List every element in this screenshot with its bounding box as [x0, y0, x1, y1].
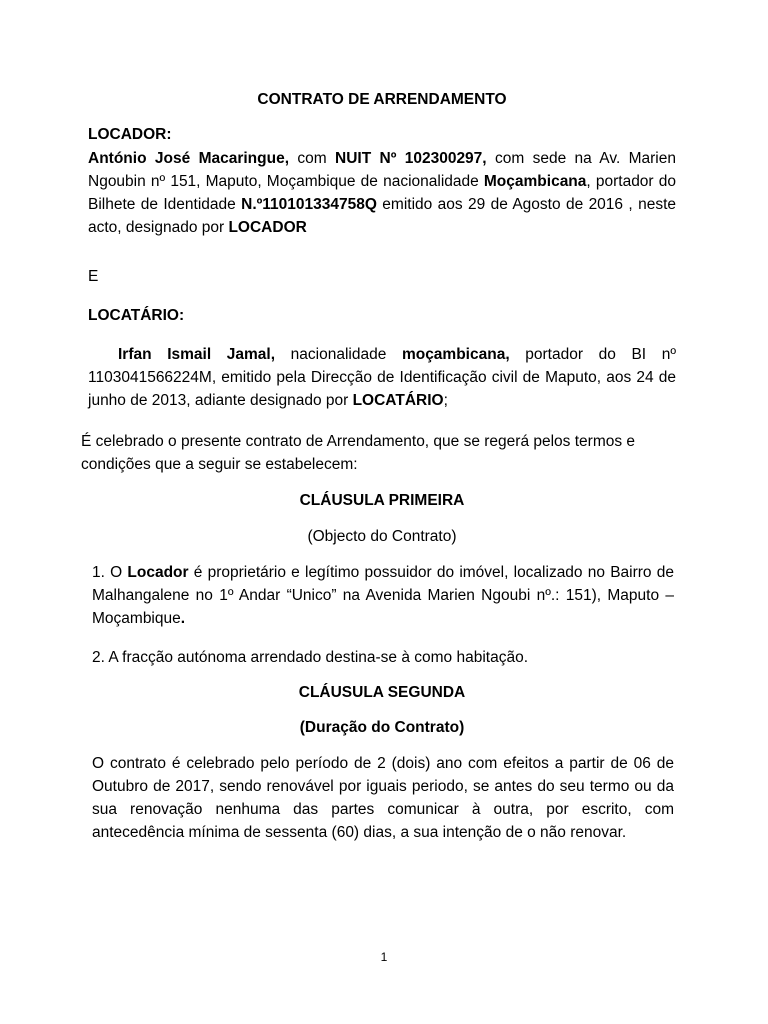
locatario-heading: LOCATÁRIO:	[88, 307, 185, 324]
locatario-paragraph: Irfan Ismail Jamal, nacionalidade moçambicana, portador do BI nº 1103041566224M, emitido pela Direcção de Identificação civil de Maputo, aos 24 de junho de 2013, adiante designado por LOCATÁRIO;	[88, 346, 676, 409]
clausula-segunda-paragraph: O contrato é celebrado pelo período de 2 (dois) ano com efeitos a partir de 06 de Outubro de 2017, sendo renovável por iguais periodo, se antes do seu termo ou da sua renovação nenhuma das partes comunicar à outra, por escrito, com antecedência mínima de sessenta (60) dias, a sua intenção de o não renovar.	[92, 755, 674, 841]
clausula-primeira-item-2: 2. A fracção autónoma arrendado destina-se à como habitação.	[92, 649, 529, 666]
document-title: CONTRATO DE ARRENDAMENTO	[257, 91, 507, 108]
clausula-primeira-item-1: 1. O Locador é proprietário e legítimo possuidor do imóvel, localizado no Bairro de Malhangalene no 1º Andar “Unico” na Avenida Marien Ngoubi nº.: 151), Maputo – Moçambique.	[92, 564, 674, 627]
locador-heading: LOCADOR:	[88, 126, 172, 143]
conjunction-e: E	[88, 268, 99, 285]
clausula-segunda-subtitle: (Duração do Contrato)	[299, 719, 465, 736]
locador-paragraph: António José Macaringue, com NUIT Nº 102300297, com sede na Av. Marien Ngoubin nº 151, Maputo, Moçambique de nacionalidade Moçambicana, portador do Bilhete de Identidade N.º110101334758Q emitido aos 29 de Agosto de 2016 , neste acto, designado por LOCADOR	[88, 150, 676, 236]
intro-paragraph: É celebrado o presente contrato de Arrendamento, que se regerá pelos termos e condições que a seguir se estabelecem:	[81, 433, 636, 473]
clausula-segunda-title: CLÁUSULA SEGUNDA	[298, 684, 466, 701]
page-number: 1	[380, 950, 388, 964]
clausula-primeira-title: CLÁUSULA PRIMEIRA	[299, 492, 465, 509]
clausula-primeira-subtitle: (Objecto do Contrato)	[307, 528, 457, 545]
